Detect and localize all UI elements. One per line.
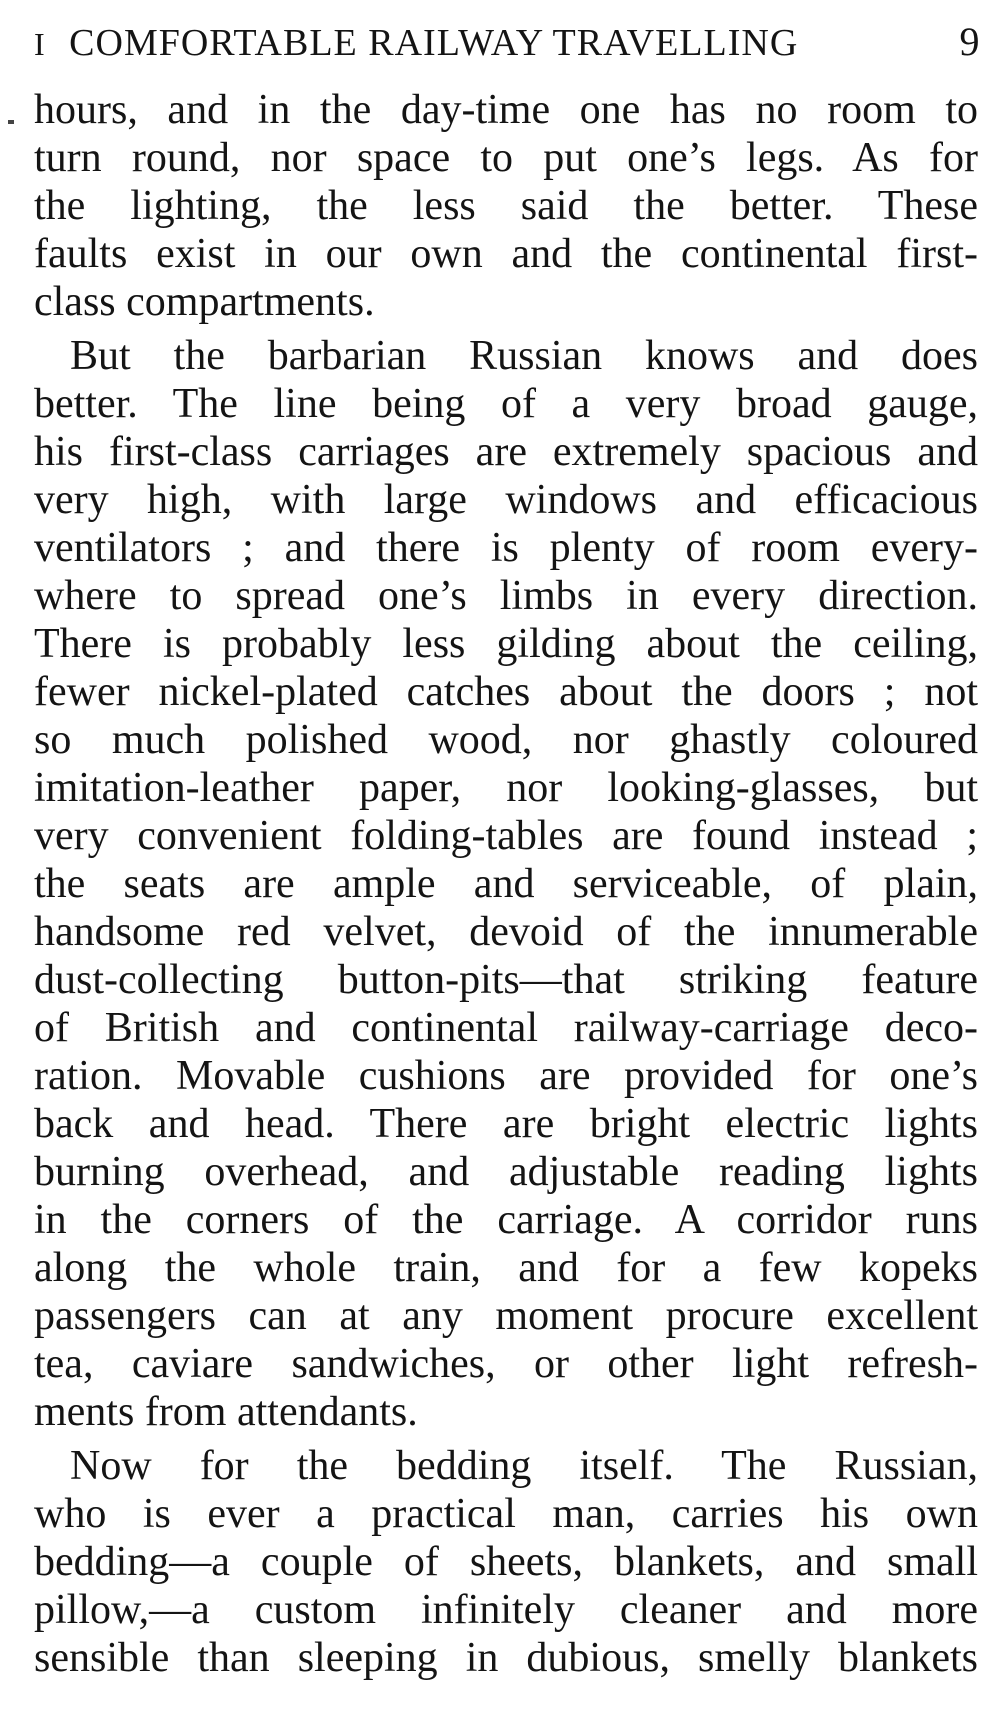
text-line: where to spread one’s limbs in every direction.	[34, 573, 978, 619]
text-line: his first-class carriages are extremely spacious and	[34, 429, 978, 475]
text-line: the lighting, the less said the better. These	[34, 183, 978, 229]
text-line: But the barbarian Russian knows and does	[70, 333, 978, 379]
text-line: passengers can at any moment procure excellent	[34, 1293, 978, 1339]
chapter-numeral: I	[34, 26, 46, 62]
text-line: hours, and in the day-time one has no room to	[34, 87, 978, 133]
text-line: ventilators ; and there is plenty of room every-	[34, 525, 978, 571]
text-line: very high, with large windows and efficacious	[34, 477, 978, 523]
text-line: bedding—a couple of sheets, blankets, and small	[34, 1539, 978, 1585]
text-line: of British and continental railway-carriage deco-	[34, 1005, 978, 1051]
text-line: fewer nickel-plated catches about the doors ; not	[34, 669, 978, 715]
running-head-title: COMFORTABLE RAILWAY TRAVELLING	[69, 22, 799, 64]
text-line: handsome red velvet, devoid of the innumerable	[34, 909, 978, 955]
text-line: sensible than sleeping in dubious, smelly blankets	[34, 1635, 978, 1681]
text-line: turn round, nor space to put one’s legs. As for	[34, 135, 978, 181]
text-line: so much polished wood, nor ghastly coloured	[34, 717, 978, 763]
margin-speck	[8, 120, 14, 124]
text-line: pillow,—a custom infinitely cleaner and more	[34, 1587, 978, 1633]
text-line: ments from attendants.	[34, 1389, 418, 1435]
text-line: better. The line being of a very broad gauge,	[34, 381, 978, 427]
running-head	[34, 14, 980, 70]
text-line: along the whole train, and for a few kopeks	[34, 1245, 978, 1291]
paragraph-1	[34, 86, 978, 326]
text-line: dust-collecting button-pits—that striking feature	[34, 957, 978, 1003]
text-line: very convenient folding-tables are found instead ;	[34, 813, 978, 859]
text-line: class compartments.	[34, 279, 375, 325]
body-text	[34, 86, 978, 1682]
text-line: back and head. There are bright electric lights	[34, 1101, 978, 1147]
text-line: Now for the bedding itself. The Russian,	[70, 1443, 978, 1489]
text-line: who is ever a practical man, carries his own	[34, 1491, 978, 1537]
text-line: burning overhead, and adjustable reading lights	[34, 1149, 978, 1195]
text-line: faults exist in our own and the continental first-	[34, 231, 978, 277]
page-number: 9	[959, 19, 980, 64]
text-line: the seats are ample and serviceable, of plain,	[34, 861, 978, 907]
text-line: There is probably less gilding about the ceiling,	[34, 621, 978, 667]
paragraph-3	[34, 1442, 978, 1682]
paragraph-2	[34, 332, 978, 1436]
text-line: in the corners of the carriage. A corridor runs	[34, 1197, 978, 1243]
text-line: tea, caviare sandwiches, or other light refresh-	[34, 1341, 978, 1387]
text-line: ration. Movable cushions are provided for one’s	[34, 1053, 978, 1099]
text-line: imitation-leather paper, nor looking-glasses, but	[34, 765, 978, 811]
